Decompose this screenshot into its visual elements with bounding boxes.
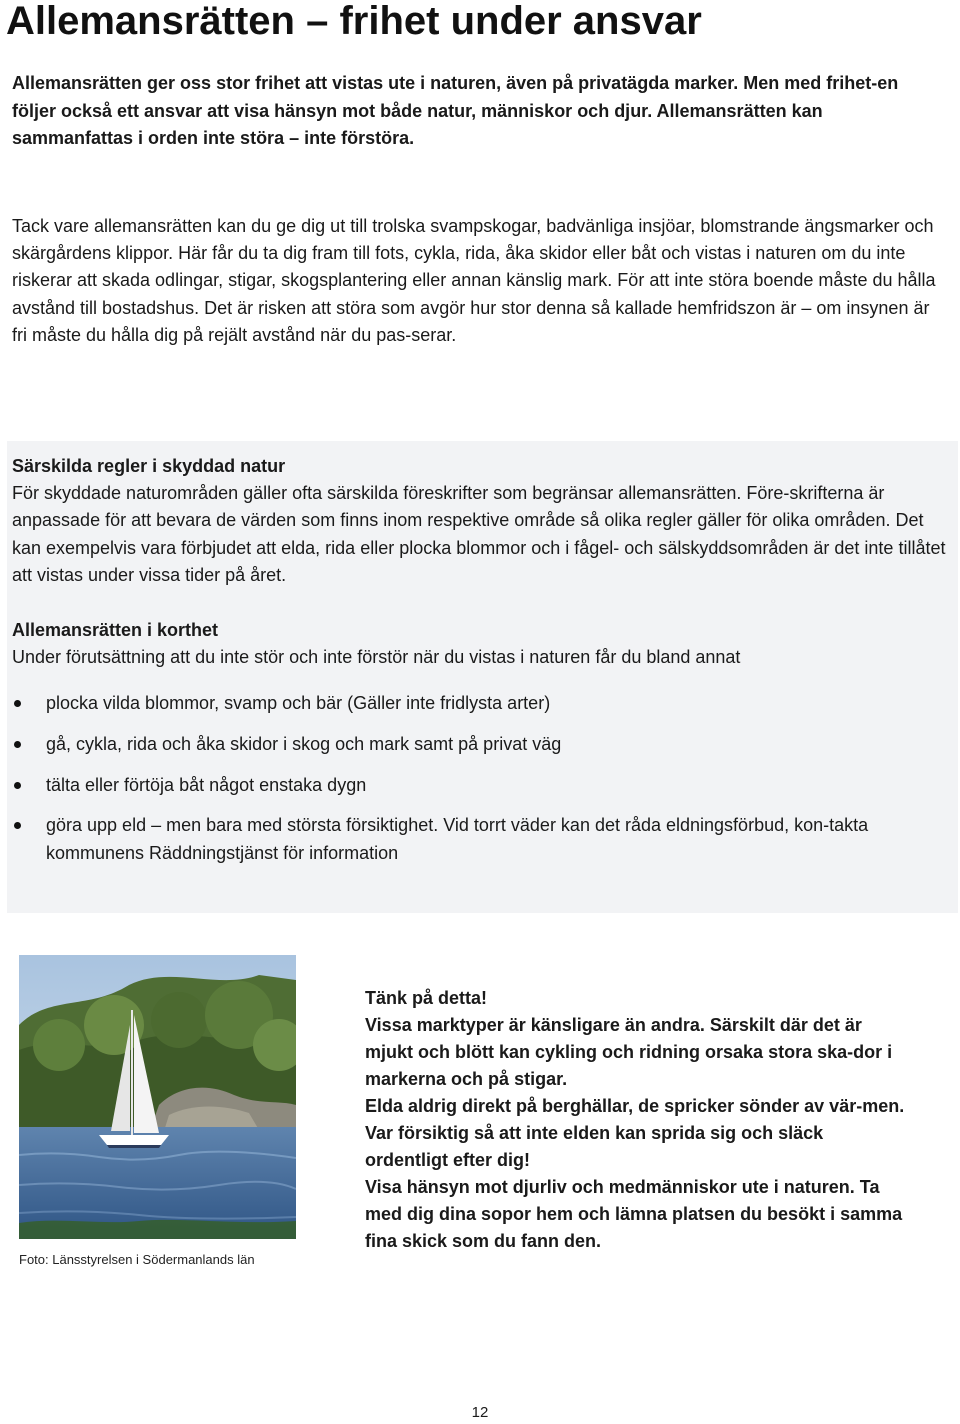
rights-list: [12, 690, 947, 867]
bullet-icon: [14, 700, 21, 707]
bullet-icon: [14, 782, 21, 789]
list-item: [12, 690, 947, 717]
tip-line: Visa hänsyn mot djurliv och medmänniskor ute i naturen. Ta med dig dina sopor hem och lämna platsen du besökt i samma fina skick som du fann den.: [365, 1177, 903, 1251]
list-item-text: gå, cykla, rida och åka skidor i skog och mark samt på privat väg: [46, 733, 562, 754]
list-item-text: plocka vilda blommor, svamp och bär (Gäller inte fridlysta arter): [46, 693, 551, 713]
page-number: 12: [471, 1404, 489, 1421]
bullet-icon: [14, 822, 21, 829]
tip-line: Vissa marktyper är känsligare än andra. Särskilt där det är mjukt och blött kan cykling och ridning orsaka stora ska-dor i markerna och på stigar.: [365, 1015, 893, 1089]
tip-line: Elda aldrig direkt på berghällar, de spricker sönder av vär-men. Var försiktig så att inte elden kan sprida sig och släck ordentligt efter dig!: [365, 1096, 905, 1170]
protected-nature-text: För skyddade naturområden gäller ofta särskilda föreskrifter som begränsar allemansrätten. Före-skrifterna är anpassade för att bevara de värden som finns inom respektive område så olika regler gäller för olika områden. Det kan exempelvis vara förbjudet att elda, rida eller plocka blommor och i fågel- och sälskyddsområden är det inte tillåtet att vistas under vissa tider på året.: [12, 483, 946, 585]
summary-heading: Allemansrätten i korthet: [12, 620, 219, 640]
list-item-text: göra upp eld – men bara med största försiktighet. Vid torrt väder kan det råda eldningsförbud, kon-takta kommunens Räddningstjänst för information: [46, 815, 869, 863]
list-item: [12, 812, 947, 866]
tip-heading: Tänk på detta!: [365, 988, 488, 1008]
photo-caption: Foto: Länsstyrelsen i Södermanlands län: [19, 1252, 255, 1267]
list-item: [12, 731, 947, 758]
summary-section: [12, 617, 947, 671]
intro-paragraph: Allemansrätten ger oss stor frihet att vistas ute i naturen, även på privatägda marker. Men med frihet-en följer också ett ansvar att visa hänsyn mot både natur, människor och djur. Allemansrätten kan sammanfattas i orden inte störa – inte förstöra.: [12, 73, 899, 148]
tip-box: [365, 985, 905, 1255]
list-item-text: tälta eller förtöja båt något enstaka dygn: [46, 774, 367, 795]
bullet-icon: [14, 741, 21, 748]
list-item: [12, 772, 947, 799]
body-paragraph: Tack vare allemansrätten kan du ge dig ut till trolska svampskogar, badvänliga insjöar, blomstrande ängsmarker och skärgårdens klippor. Här får du ta dig fram till fots, cykla, rida, åka skidor eller båt och vistas i naturen om du inte riskerar att skada odlingar, stigar, skogsplantering eller annan känslig mark. För att inte störa boende måste du hålla avstånd till bostadshus. Det är risken att störa som avgör hur stor denna så kallade hemfridszon är – om insynen är fri måste du hålla dig på rejält avstånd när du pas-serar.: [12, 216, 936, 345]
page-title: Allemansrätten – frihet under ansvar: [6, 0, 702, 43]
info-box: [7, 441, 958, 913]
protected-nature-heading: Särskilda regler i skyddad natur: [12, 456, 286, 476]
protected-nature-section: [12, 453, 947, 589]
sailboat-photo: [19, 955, 296, 1239]
summary-text: Under förutsättning att du inte stör och inte förstör när du vistas i naturen får du bland annat: [12, 647, 741, 668]
